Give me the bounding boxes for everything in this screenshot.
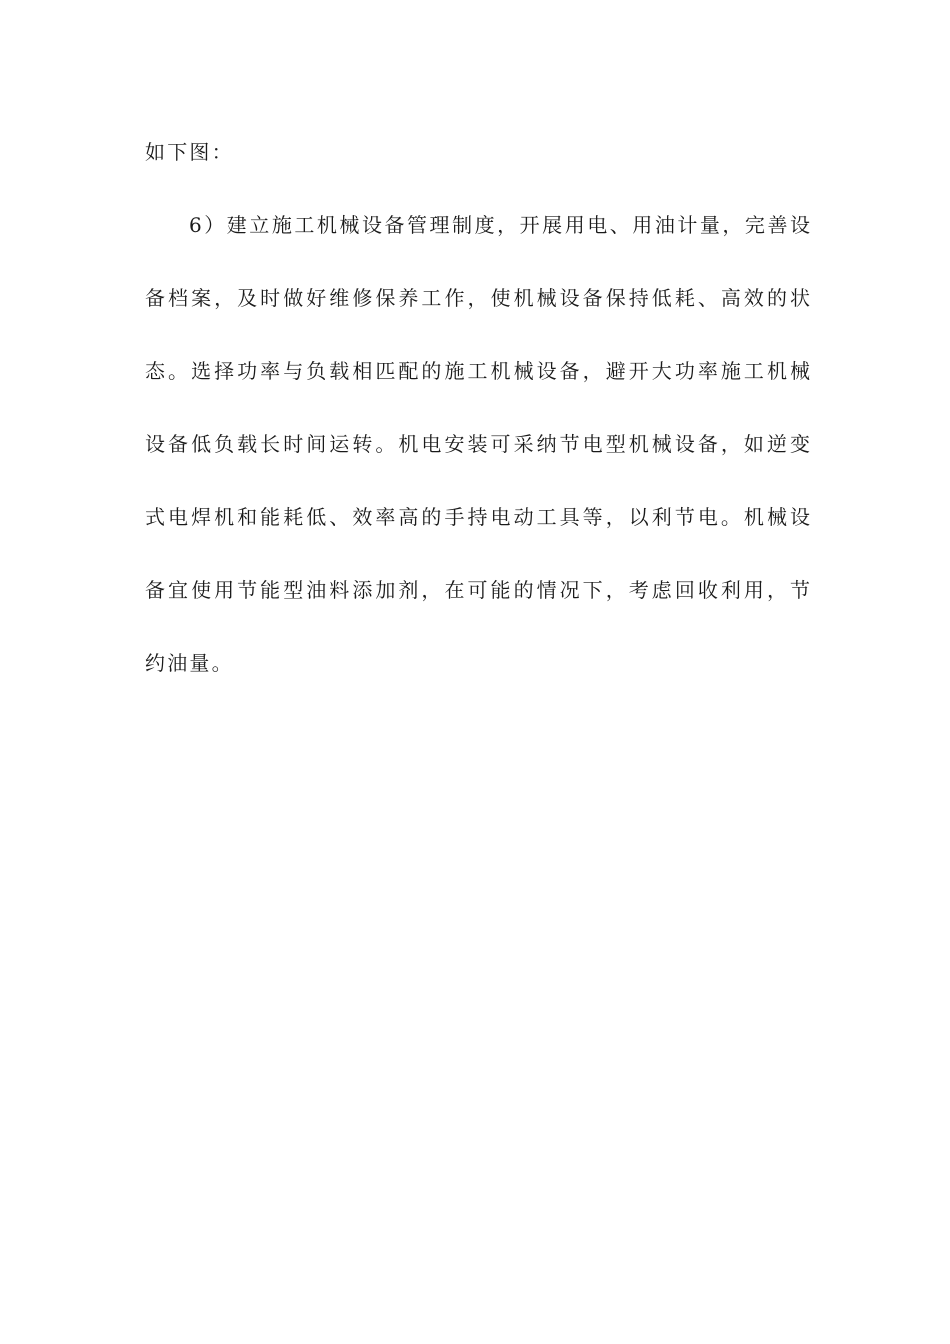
- text-line-5: 设备低负载长时间运转。机电安装可采纳节电型机械设备，如逆变: [145, 432, 810, 456]
- text-line-3: 备档案，及时做好维修保养工作，使机械设备保持低耗、高效的状: [145, 286, 810, 310]
- text-line-2: 6）建立施工机械设备管理制度，开展用电、用油计量，完善设: [189, 213, 810, 237]
- text-line-8: 约油量。: [145, 651, 234, 675]
- text-line-6: 式电焊机和能耗低、效率高的手持电动工具等，以利节电。机械设: [145, 505, 810, 529]
- text-line-1: 如下图：: [145, 140, 234, 164]
- body-text: [145, 130, 810, 714]
- text-line-4: 态。选择功率与负载相匹配的施工机械设备，避开大功率施工机械: [145, 359, 810, 383]
- text-line-7: 备宜使用节能型油料添加剂，在可能的情况下，考虑回收利用，节: [145, 578, 810, 602]
